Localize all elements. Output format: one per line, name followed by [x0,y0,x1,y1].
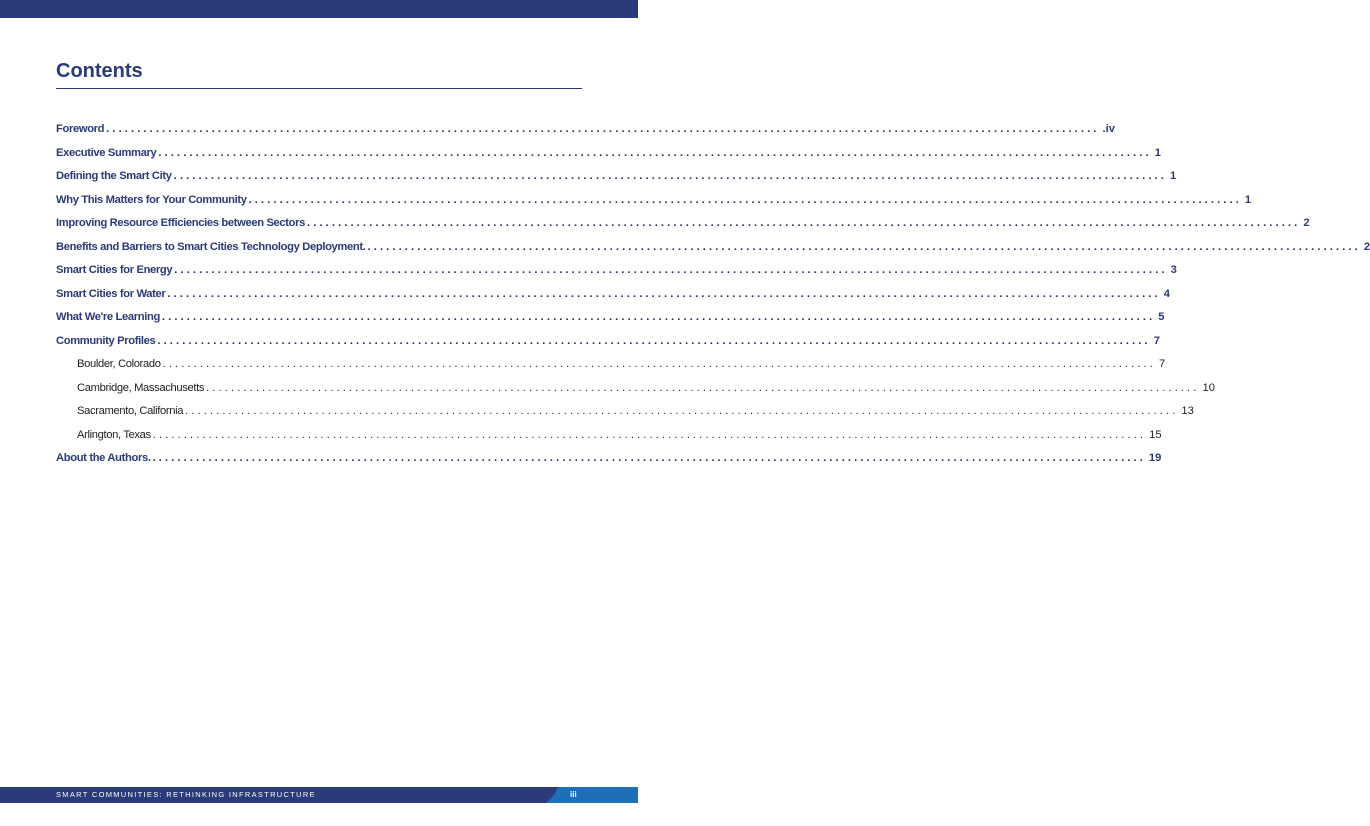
toc-entry-label: Executive Summary [56,146,157,159]
dot-leader: ................................................................................................................................................................ [173,170,1167,182]
toc-entry-page: 5 [1158,311,1165,323]
toc-entry-page: 1 [1154,146,1161,159]
dot-leader: ................................................................................................................................................................ [367,240,1361,253]
toc-entry-what-were-learning[interactable] [56,306,1165,330]
toc-entry-page: 10 [1202,381,1215,394]
toc-entry-resource-efficiencies[interactable] [56,212,1310,236]
dot-leader: ................................................................................................................................................................ [157,334,1151,347]
dot-leader: ................................................................................................................................................................ [307,217,1301,229]
dot-leader: ................................................................................................................................................................ [167,287,1161,300]
toc-entry-label: Community Profiles [56,334,156,347]
toc-entry-page: 2 [1363,240,1370,253]
toc-entry-arlington[interactable] [56,424,1162,448]
footer-running-title: SMART COMMUNITIES: RETHINKING INFRASTRUCTURE [56,790,316,799]
toc-entry-sacramento[interactable] [56,400,1194,424]
toc-entry-why-this-matters[interactable] [56,189,1252,213]
toc-entry-smart-cities-energy[interactable] [56,259,1177,283]
toc-entry-page: 3 [1170,264,1177,276]
footer-bar [0,787,638,803]
dot-leader: ................................................................................................................................................................ [106,123,1100,135]
toc-entry-label: Improving Resource Efficiencies between Sectors [56,217,306,229]
toc-entry-label: Boulder, Colorado [77,358,161,370]
toc-entry-page: 1 [1169,170,1177,182]
dot-leader: ................................................................................................................................................................ [162,358,1156,370]
table-of-contents [56,118,1370,471]
toc-entry-page: 15 [1149,428,1162,441]
toc-entry-label: Smart Cities for Energy [56,264,173,276]
toc-entry-foreword[interactable] [56,118,1115,142]
toc-entry-label: Benefits and Barriers to Smart Cities Technology Deployment. [56,240,366,253]
toc-entry-about-authors[interactable] [56,447,1162,471]
page-title: Contents [56,60,143,82]
dot-leader: ................................................................................................................................................................ [206,381,1200,394]
toc-entry-defining-smart-city[interactable] [56,165,1177,189]
dot-leader: ................................................................................................................................................................ [174,264,1168,276]
dot-leader: ................................................................................................................................................................ [152,452,1146,464]
dot-leader: ................................................................................................................................................................ [248,193,1242,206]
toc-entry-label: Arlington, Texas [77,428,151,441]
toc-entry-page: 19 [1148,452,1162,464]
toc-entry-page: 7 [1153,334,1160,347]
toc-entry-label: Foreword [56,123,105,135]
toc-entry-community-profiles[interactable] [56,330,1160,354]
toc-entry-label: Smart Cities for Water [56,287,166,300]
toc-entry-page: 4 [1163,287,1170,300]
toc-entry-executive-summary[interactable] [56,142,1161,166]
toc-entry-cambridge[interactable] [56,377,1215,401]
toc-entry-label: What We're Learning [56,311,160,323]
toc-entry-page: 1 [1244,193,1252,206]
toc-entry-page: 2 [1303,217,1310,229]
toc-entry-page: .iv [1102,123,1115,135]
footer-page-tab [546,787,638,803]
toc-entry-label: Defining the Smart City [56,170,172,182]
toc-entry-label: About the Authors. [56,452,151,464]
toc-entry-page: 13 [1181,405,1194,417]
toc-entry-boulder[interactable] [56,353,1166,377]
dot-leader: ................................................................................................................................................................ [161,311,1156,323]
dot-leader: ................................................................................................................................................................ [185,405,1179,417]
dot-leader: ................................................................................................................................................................ [152,428,1147,441]
title-rule [56,88,582,89]
toc-entry-smart-cities-water[interactable] [56,283,1170,307]
dot-leader: ................................................................................................................................................................ [158,146,1152,159]
toc-entry-label: Sacramento, California [77,405,184,417]
toc-entry-page: 7 [1158,358,1166,370]
toc-entry-label: Cambridge, Massachusetts [77,381,205,394]
top-banner [0,0,638,18]
footer-page-number: iii [570,790,577,799]
toc-entry-benefits-barriers[interactable] [56,236,1370,260]
toc-entry-label: Why This Matters for Your Community [56,193,247,206]
